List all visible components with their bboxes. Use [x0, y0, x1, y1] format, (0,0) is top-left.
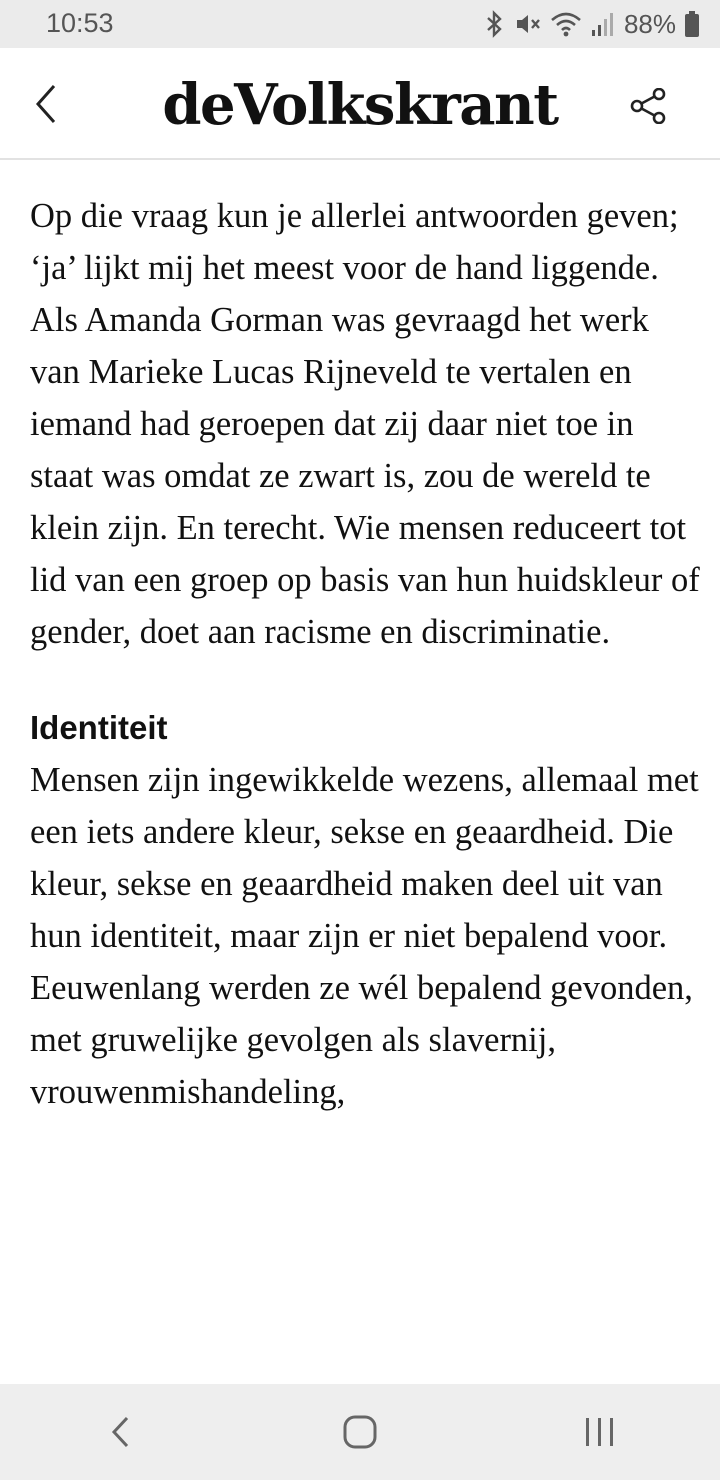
- status-time: 10:53: [46, 8, 114, 38]
- article-paragraph: Mensen zijn ingewikkelde wezens, allemaal met een iets andere kleur, sekse en geaardheid. Die kleur, sekse en geaardheid maken deel uit van hun identiteit, maar zijn er niet bepalend voor. Eeuwenlang werden ze wél bepalend gevonden, met gruwelijke gevolgen als slavernij, vrouwenmishandeling,: [30, 761, 699, 1111]
- article-paragraph: Op die vraag kun je allerlei antwoorden geven; ‘ja’ lijkt mij het meest voor de hand liggende. Als Amanda Gorman was gevraagd het werk van Marieke Lucas Rijneveld te vertalen en iemand had geroepen dat zij daar niet toe in staat was omdat ze zwart is, zou de wereld te klein zijn. En terecht. Wie mensen reduceert tot lid van een groep op basis van hun huidskleur of gender, doet aan racisme en discriminatie.: [30, 197, 700, 651]
- article-body: [30, 190, 700, 1384]
- app-header: [0, 48, 720, 160]
- signal-icon: [590, 10, 616, 38]
- nav-back-button[interactable]: [60, 1392, 180, 1472]
- status-bar: [0, 0, 720, 48]
- share-icon: [629, 88, 667, 124]
- status-icons: [484, 6, 700, 42]
- share-button[interactable]: [620, 78, 676, 134]
- article-subheading: Identiteit: [30, 709, 168, 746]
- home-icon: [342, 1414, 378, 1450]
- nav-back-icon: [109, 1415, 131, 1449]
- mute-icon: [514, 10, 542, 38]
- bluetooth-icon: [484, 10, 506, 38]
- logo: deVolkskrant: [162, 72, 558, 138]
- wifi-icon: [550, 10, 582, 38]
- nav-recents-button[interactable]: [540, 1392, 660, 1472]
- system-navigation-bar: [0, 1384, 720, 1480]
- battery-percent: 88%: [623, 8, 676, 39]
- nav-home-button[interactable]: [300, 1392, 420, 1472]
- recents-icon: [583, 1416, 617, 1448]
- battery-icon: [684, 10, 700, 38]
